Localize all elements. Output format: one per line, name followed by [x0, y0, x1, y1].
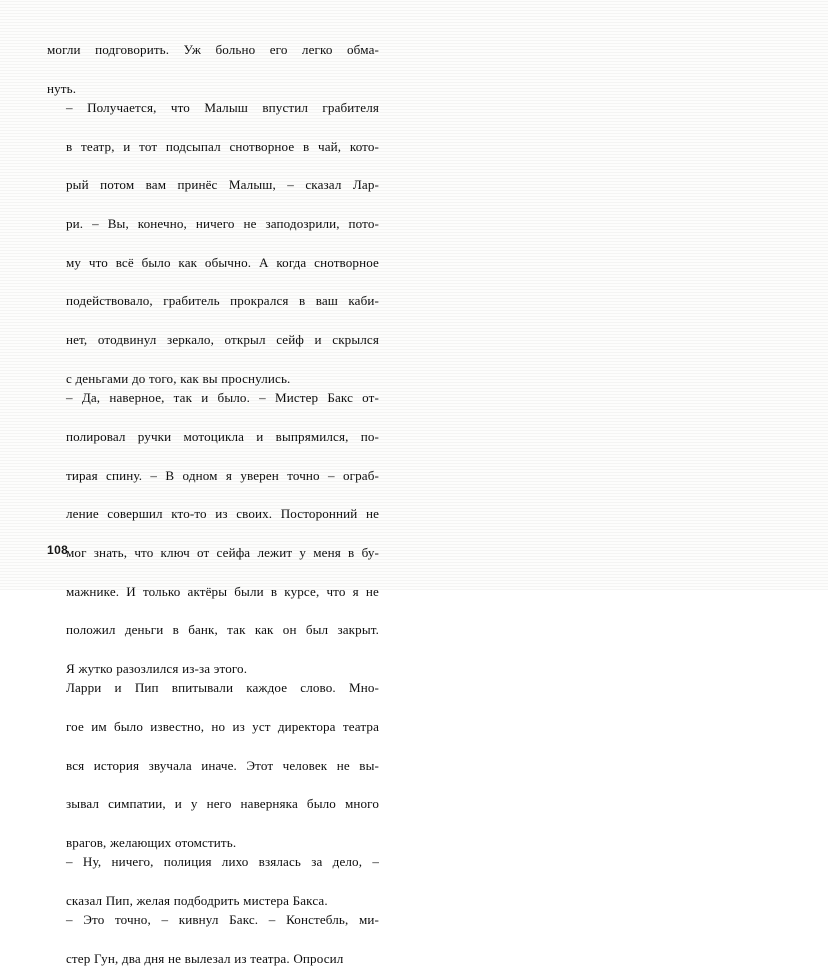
text-line: ри. – Вы, конечно, ничего не заподозрили, пото-	[66, 216, 379, 232]
paragraph	[47, 388, 379, 678]
text-line: – Получается, что Малыш впустил грабителя	[66, 100, 379, 116]
text-line: с деньгами до того, как вы проснулись.	[66, 370, 291, 386]
text-line: положил деньги в банк, так как он был закрыт.	[66, 622, 379, 638]
left-page-textblock	[47, 40, 379, 969]
paragraph	[47, 678, 379, 852]
text-line: рый потом вам принёс Малыш, – сказал Лар-	[66, 177, 379, 193]
text-line: сказал Пип, желая подбодрить мистера Бакса.	[66, 893, 328, 909]
text-line: зывал симпатии, и у него наверняка было много	[66, 796, 379, 812]
text-line: подействовало, грабитель прокрался в ваш каби-	[66, 293, 379, 309]
text-line: – Ну, ничего, полиция лихо взялась за дело, –	[66, 854, 379, 870]
page-right	[414, 0, 828, 590]
paragraph	[47, 852, 379, 910]
text-line: нуть.	[47, 80, 77, 96]
paragraph	[47, 98, 379, 388]
text-line: – Да, наверное, так и было. – Мистер Бакс от-	[66, 390, 379, 406]
text-line: врагов, желающих отомстить.	[66, 835, 237, 851]
page-left	[0, 0, 414, 967]
text-line: стер Гун, два дня не вылезал из театра. Опросил	[66, 951, 344, 967]
text-line: вся история звучала иначе. Этот человек не вы-	[66, 757, 379, 773]
text-line: му что всё было как обычно. А когда снотворное	[66, 254, 379, 270]
text-line: полировал ручки мотоцикла и выпрямился, по-	[66, 428, 379, 444]
paragraph	[47, 910, 379, 968]
text-line: Ларри и Пип впитывали каждое слово. Мно-	[66, 680, 379, 696]
text-line: могли подговорить. Уж больно его легко обма-	[47, 42, 379, 57]
text-line: гое им было известно, но из уст директора театра	[66, 719, 379, 735]
text-line: нет, отодвинул зеркало, открыл сейф и скрылся	[66, 332, 379, 348]
text-line: ление совершил кто-то из своих. Посторонний не	[66, 506, 379, 522]
text-line: тирая спину. – В одном я уверен точно – ограб-	[66, 467, 379, 483]
text-line: – Это точно, – кивнул Бакс. – Констебль, ми-	[66, 912, 379, 928]
text-line: Я жутко разозлился из-за этого.	[66, 661, 248, 676]
text-line: мажнике. И только актёры были в курсе, что я не	[66, 583, 379, 599]
text-line: мог знать, что ключ от сейфа лежит у меня в бу-	[66, 544, 379, 560]
page-number-left: 108	[47, 543, 69, 557]
text-line: в театр, и тот подсыпал снотворное в чай, кото-	[66, 138, 379, 154]
paragraph	[47, 40, 379, 98]
